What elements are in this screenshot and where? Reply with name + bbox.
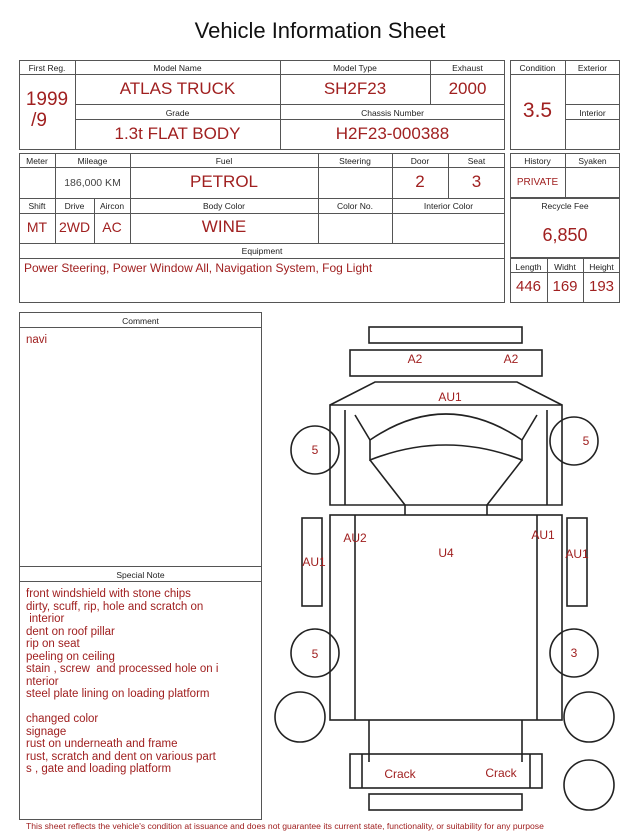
special-note-line: stain , screw and processed hole on i [26,663,219,675]
special-note-line: dent on roof pillar [26,625,115,638]
grade-label: Grade [165,108,190,118]
recycle-fee-value: 6,850 [542,225,588,245]
grade-value: 1.3t FLAT BODY [114,124,241,143]
meter-label: Meter [26,156,48,166]
body-color-label: Body Color [202,201,246,211]
special-note-line: rip on seat [26,638,80,650]
mark-au1-top: AU1 [438,390,462,404]
aircon-value: AC [102,219,122,235]
color-no-label: Color No. [337,201,373,211]
mark-au1-left-side: AU1 [302,555,326,569]
history-value: PRIVATE [516,177,559,188]
width-value: 169 [552,278,578,295]
body-color-value: WINE [201,217,247,236]
recycle-fee-label: Recycle Fee [541,201,589,211]
mark-a2-right: A2 [503,352,519,366]
condition-label: Condition [519,63,556,73]
door-label: Door [410,156,430,166]
equipment-label: Equipment [241,246,283,256]
special-note-line: front windshield with stone chips [26,588,191,600]
page-title: Vehicle Information Sheet [194,18,446,43]
condition-value: 3.5 [522,99,553,122]
seat-label: Seat [467,156,486,166]
special-note-line: dirty, scuff, rip, hole and scratch on [26,600,204,613]
comment-text: navi [26,334,48,346]
special-note-line [26,701,218,714]
model-type-label: Model Type [333,63,377,73]
special-note-line: rust, scratch and dent on various part [26,750,216,763]
mark-u4: U4 [438,546,454,560]
interior-label: Interior [579,108,606,118]
special-note-line: rust on underneath and frame [26,738,178,750]
history-label: History [524,156,551,166]
drive-label: Drive [64,201,85,211]
special-note-line: interior [26,613,65,625]
shift-label: Shift [28,201,46,211]
height-label: Height [589,262,614,272]
seat-value: 3 [471,172,482,191]
special-note-line: nterior [26,675,59,688]
special-note-text [26,588,218,776]
special-note-label: Special Note [116,570,165,580]
shift-value: MT [26,219,48,235]
fuel-label: Fuel [215,156,233,166]
first-reg-year: 1999 [25,89,69,110]
mark-wheel-tr: 5 [582,434,590,448]
first-reg-label: First Reg. [28,63,66,73]
chassis-number-label: Chassis Number [361,108,424,118]
mark-au2: AU2 [343,531,367,545]
width-label: Widht [554,262,576,272]
mileage-label: Mileage [77,156,108,166]
model-type-value: SH2F23 [323,79,387,98]
chassis-number-value: H2F23-000388 [335,124,450,143]
first-reg-month: /9 [31,110,47,131]
aircon-label: Aircon [99,201,125,211]
mark-wheel-br: 3 [570,646,578,660]
exterior-label: Exterior [577,63,608,73]
fuel-value: PETROL [189,172,259,191]
height-value: 193 [588,278,615,295]
special-note-line: changed color [26,713,99,725]
special-note-line: peeling on ceiling [26,650,115,663]
special-note-line: signage [26,725,67,738]
model-name-label: Model Name [153,63,202,73]
mileage-value: 186,000 KM [64,177,121,189]
comment-label: Comment [122,316,159,326]
equipment-value: Power Steering, Power Window All, Navigation System, Fog Light [24,261,373,275]
special-note-line: s , gate and loading platform [26,763,172,775]
steering-label: Steering [339,156,371,166]
syaken-label: Syaken [578,156,607,166]
length-label: Length [515,262,542,272]
length-value: 446 [515,278,542,295]
exhaust-label: Exhaust [452,63,483,73]
mark-au1-right-panel: AU1 [531,528,555,542]
interior-color-label: Interior Color [423,201,474,211]
mark-wheel-bl: 5 [311,647,319,661]
model-name-value: ATLAS TRUCK [119,79,236,98]
door-value: 2 [415,172,425,191]
exhaust-value: 2000 [448,79,487,98]
mark-crack-left: Crack [384,767,416,781]
drive-value: 2WD [58,219,91,235]
disclaimer-footer: This sheet reflects the vehicle's condition at issuance and does not guarantee its current state, functionality, or suitability for any purpose [26,821,544,831]
mark-crack-right: Crack [485,766,517,780]
special-note-line: steel plate lining on loading platform [26,688,210,700]
mark-a2-left: A2 [407,352,423,366]
mark-wheel-tl: 5 [311,443,319,457]
mark-au1-right-side: AU1 [565,547,589,561]
